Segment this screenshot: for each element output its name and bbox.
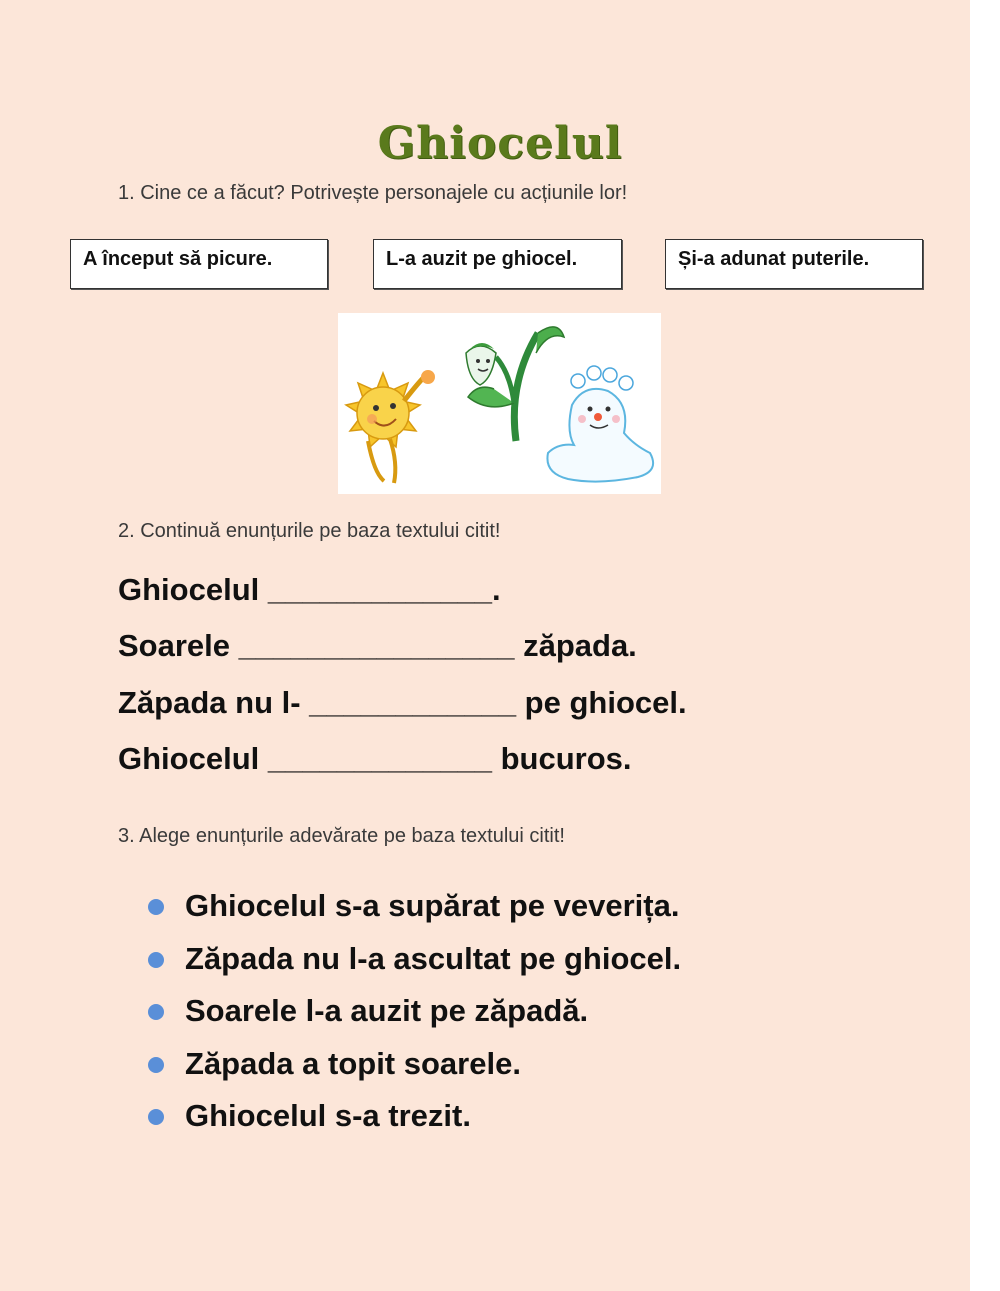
statement-item[interactable] (148, 888, 681, 941)
statement-text: Zăpada nu l-a ascultat pe ghiocel. (185, 940, 682, 976)
statement-item[interactable] (148, 941, 681, 994)
match-card-1[interactable]: A început să picure. (70, 239, 328, 289)
fill-sentence-4[interactable]: Ghiocelul _____________ bucuros. (118, 741, 632, 776)
instruction-1: 1. Cine ce a făcut? Potrivește personajele cu acțiunile lor! (118, 182, 628, 204)
fill-sentence-2[interactable]: Soarele ________________ zăpada. (118, 628, 637, 663)
instruction-2: 2. Continuă enunțurile pe baza textului citit! (118, 520, 501, 542)
statement-text: Ghiocelul s-a trezit. (185, 1098, 471, 1133)
snow-character-image (547, 366, 653, 482)
statement-text: Zăpada a topit soarele. (185, 1045, 521, 1081)
characters-illustration (338, 313, 661, 494)
match-card-3[interactable]: Și-a adunat puterile. (665, 239, 923, 289)
statement-text: Ghiocelul s-a supărat pe veverița. (185, 888, 680, 923)
match-card-2[interactable]: L-a auzit pe ghiocel. (373, 239, 622, 289)
bullet-icon (148, 899, 164, 915)
snowdrop-character-image (466, 327, 564, 441)
sun-character-image (346, 370, 435, 483)
statement-list (148, 888, 681, 1151)
statement-item[interactable] (148, 1098, 681, 1151)
page-title: Ghiocelul (377, 118, 623, 169)
statement-item[interactable] (148, 1046, 681, 1099)
fill-sentence-1[interactable]: Ghiocelul _____________. (118, 572, 501, 607)
instruction-3: 3. Alege enunțurile adevărate pe baza textului citit! (118, 825, 565, 847)
statement-text: Soarele l-a auzit pe zăpadă. (185, 993, 589, 1028)
bullet-icon (148, 1109, 164, 1125)
bullet-icon (148, 1057, 164, 1073)
statement-item[interactable] (148, 993, 681, 1046)
bullet-icon (148, 1004, 164, 1020)
fill-sentence-3[interactable]: Zăpada nu l- ____________ pe ghiocel. (118, 685, 687, 720)
bullet-icon (148, 952, 164, 968)
